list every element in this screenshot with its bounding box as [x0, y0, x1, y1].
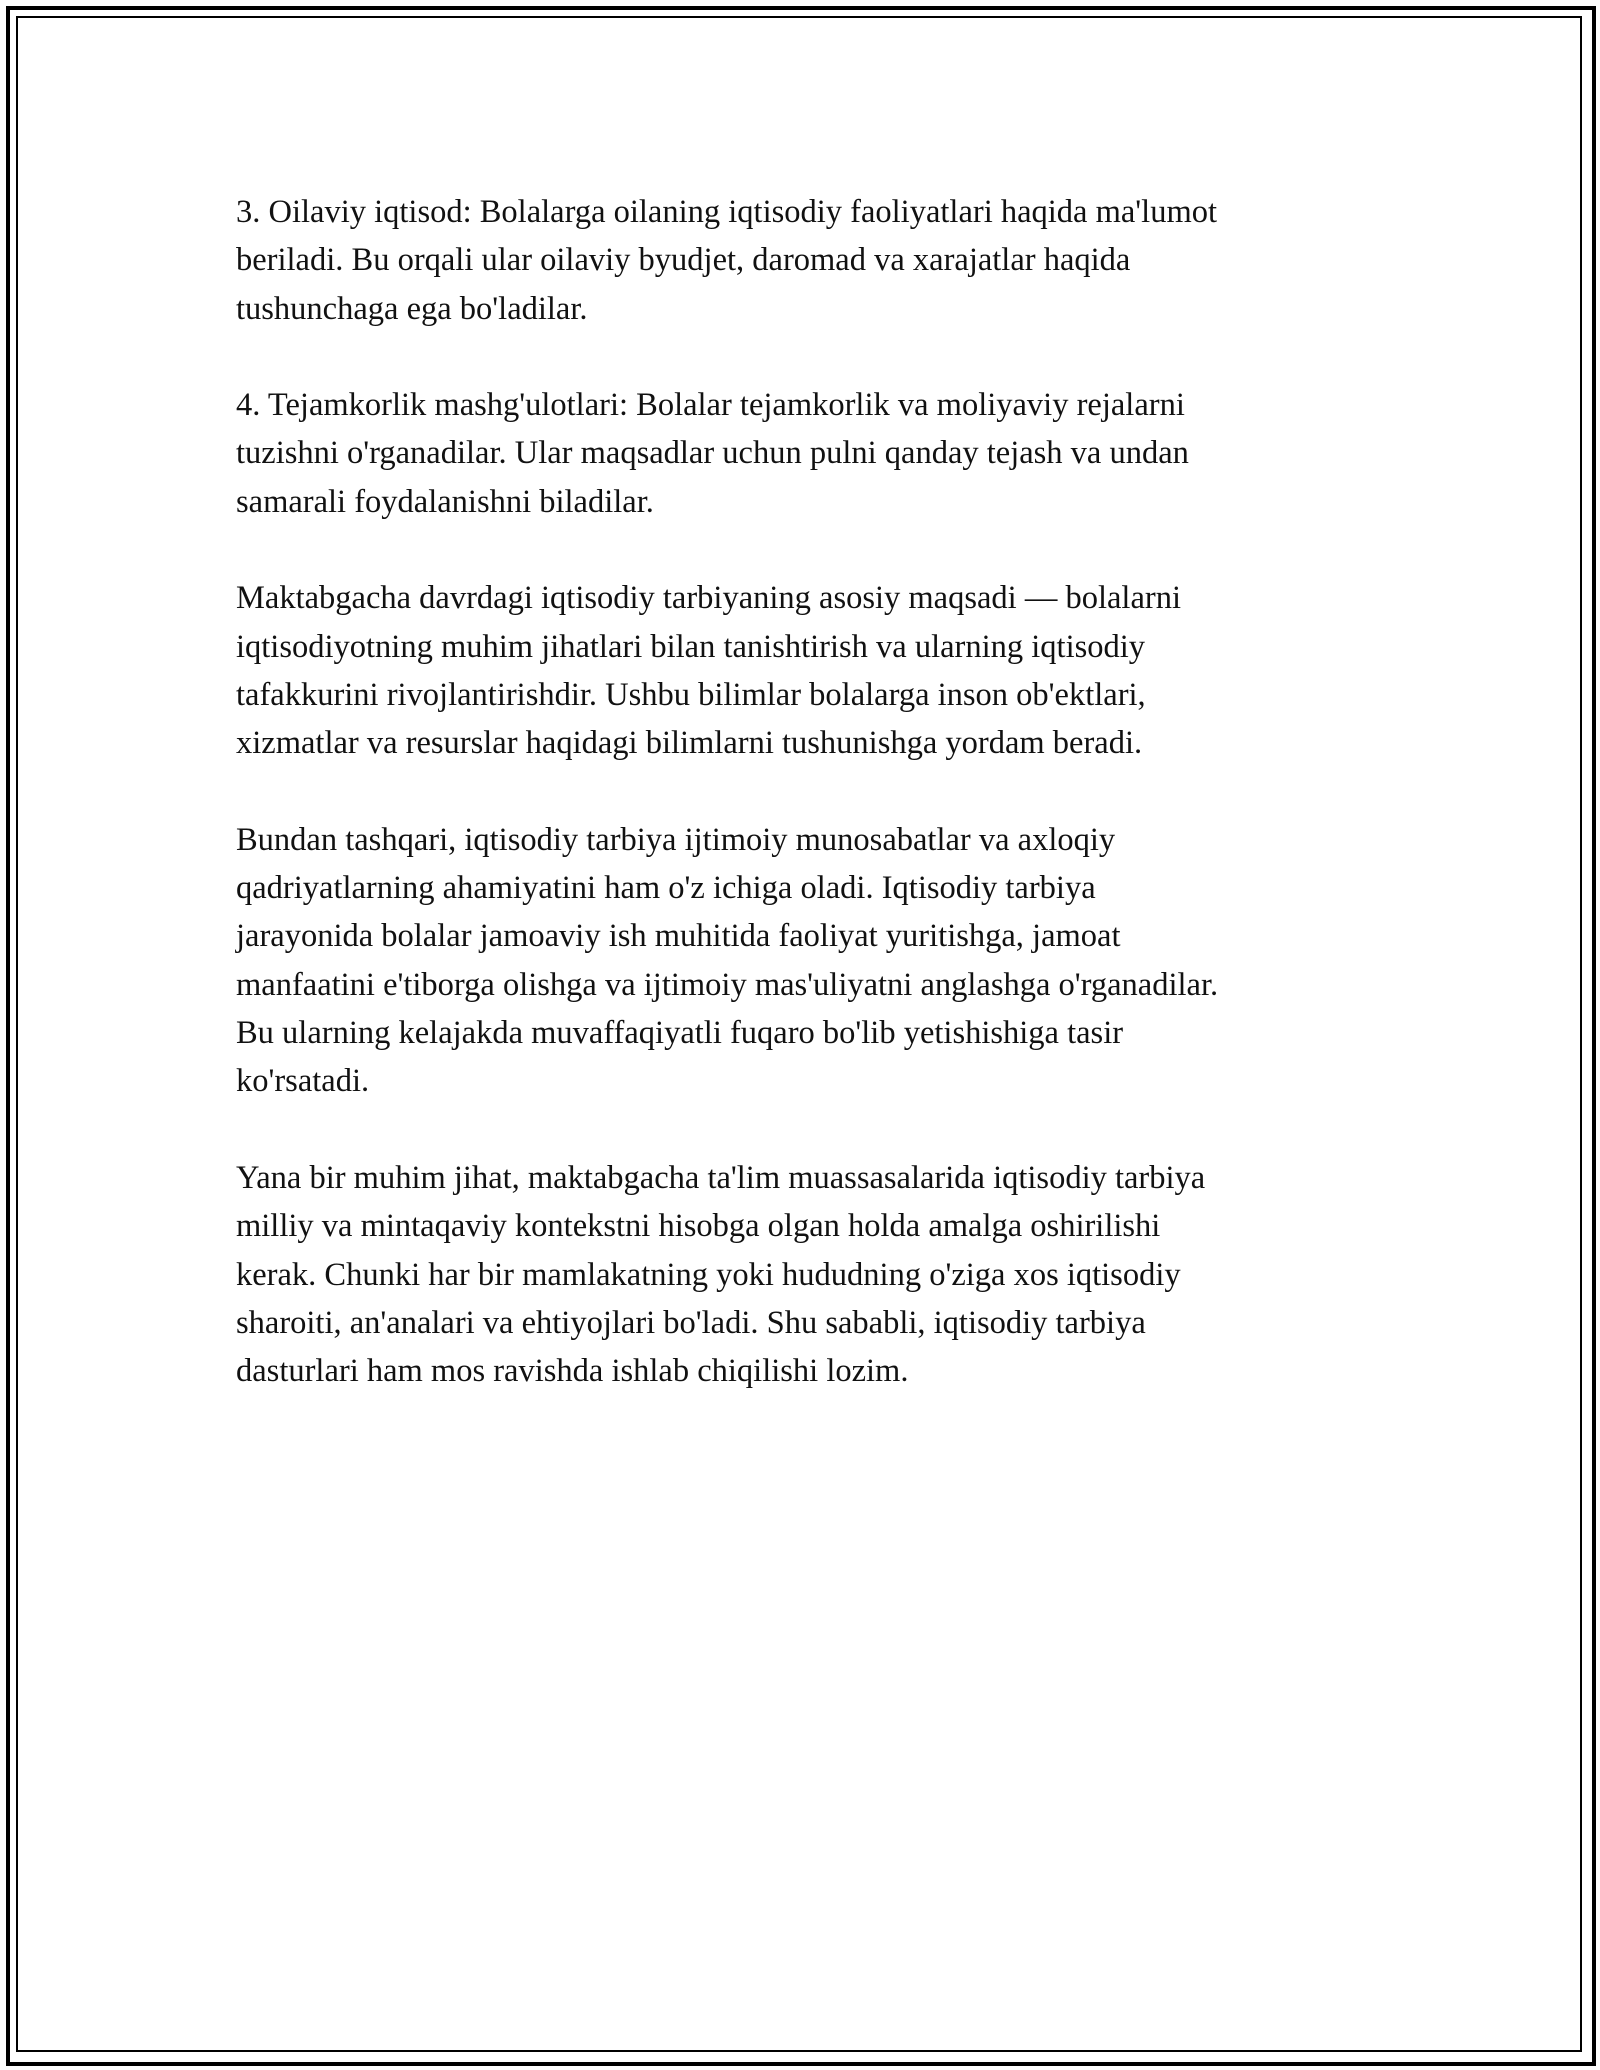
text-line: tafakkurini rivojlantirishdir. Ushbu bilimlar bolalarga inson ob'ektlari,: [236, 676, 1146, 713]
text-line: tushunchaga ega bo'ladilar.: [236, 290, 588, 327]
paragraph-oilaviy-iqtisod: [236, 188, 1366, 333]
text-line: sharoiti, an'analari va ehtiyojlari bo'ladi. Shu sababli, iqtisodiy tarbiya: [236, 1304, 1146, 1341]
text-line: jarayonida bolalar jamoaviy ish muhitida faoliyat yuritishga, jamoat: [236, 918, 1121, 955]
text-line: Bundan tashqari, iqtisodiy tarbiya ijtimoiy munosabatlar va axloqiy: [236, 821, 1116, 858]
text-line: beriladi. Bu orqali ular oilaviy byudjet, daromad va xarajatlar haqida: [236, 242, 1131, 279]
text-line: samarali foydalanishni biladilar.: [236, 483, 654, 520]
paragraph-ijtimoiy-munosabatlar: [236, 816, 1366, 1106]
text-line: manfaatini e'tiborga olishga va ijtimoiy mas'uliyatni anglashga o'rganadilar.: [236, 966, 1219, 1003]
text-line: qadriyatlarning ahamiyatini ham o'z ichiga oladi. Iqtisodiy tarbiya: [236, 870, 1096, 907]
text-line: 4. Tejamkorlik mashg'ulotlari: Bolalar tejamkorlik va moliyaviy rejalarni: [236, 387, 1185, 424]
text-line: xizmatlar va resurslar haqidagi bilimlarni tushunishga yordam beradi.: [236, 725, 1143, 762]
text-line: dasturlari ham mos ravishda ishlab chiqilishi lozim.: [236, 1353, 909, 1390]
text-line: Maktabgacha davrdagi iqtisodiy tarbiyaning asosiy maqsadi — bolalarni: [236, 580, 1181, 617]
text-line: Yana bir muhim jihat, maktabgacha ta'lim muassasalarida iqtisodiy tarbiya: [236, 1159, 1206, 1196]
paragraph-milliy-kontekst: [236, 1154, 1366, 1395]
text-line: ko'rsatadi.: [236, 1063, 370, 1100]
text-line: kerak. Chunki har bir mamlakatning yoki hududning o'ziga xos iqtisodiy: [236, 1256, 1181, 1293]
paragraph-tejamkorlik: [236, 381, 1366, 526]
document-body: [236, 188, 1366, 1444]
text-line: Bu ularning kelajakda muvaffaqiyatli fuqaro bo'lib yetishishiga tasir: [236, 1015, 1124, 1052]
text-line: 3. Oilaviy iqtisod: Bolalarga oilaning iqtisodiy faoliyatlari haqida ma'lumot: [236, 194, 1217, 230]
paragraph-asosiy-maqsad: [236, 574, 1366, 767]
text-line: iqtisodiyotning muhim jihatlari bilan tanishtirish va ularning iqtisodiy: [236, 628, 1146, 665]
text-line: tuzishni o'rganadilar. Ular maqsadlar uchun pulni qanday tejash va undan: [236, 435, 1189, 472]
text-line: milliy va mintaqaviy kontekstni hisobga olgan holda amalga oshirilishi: [236, 1208, 1161, 1245]
